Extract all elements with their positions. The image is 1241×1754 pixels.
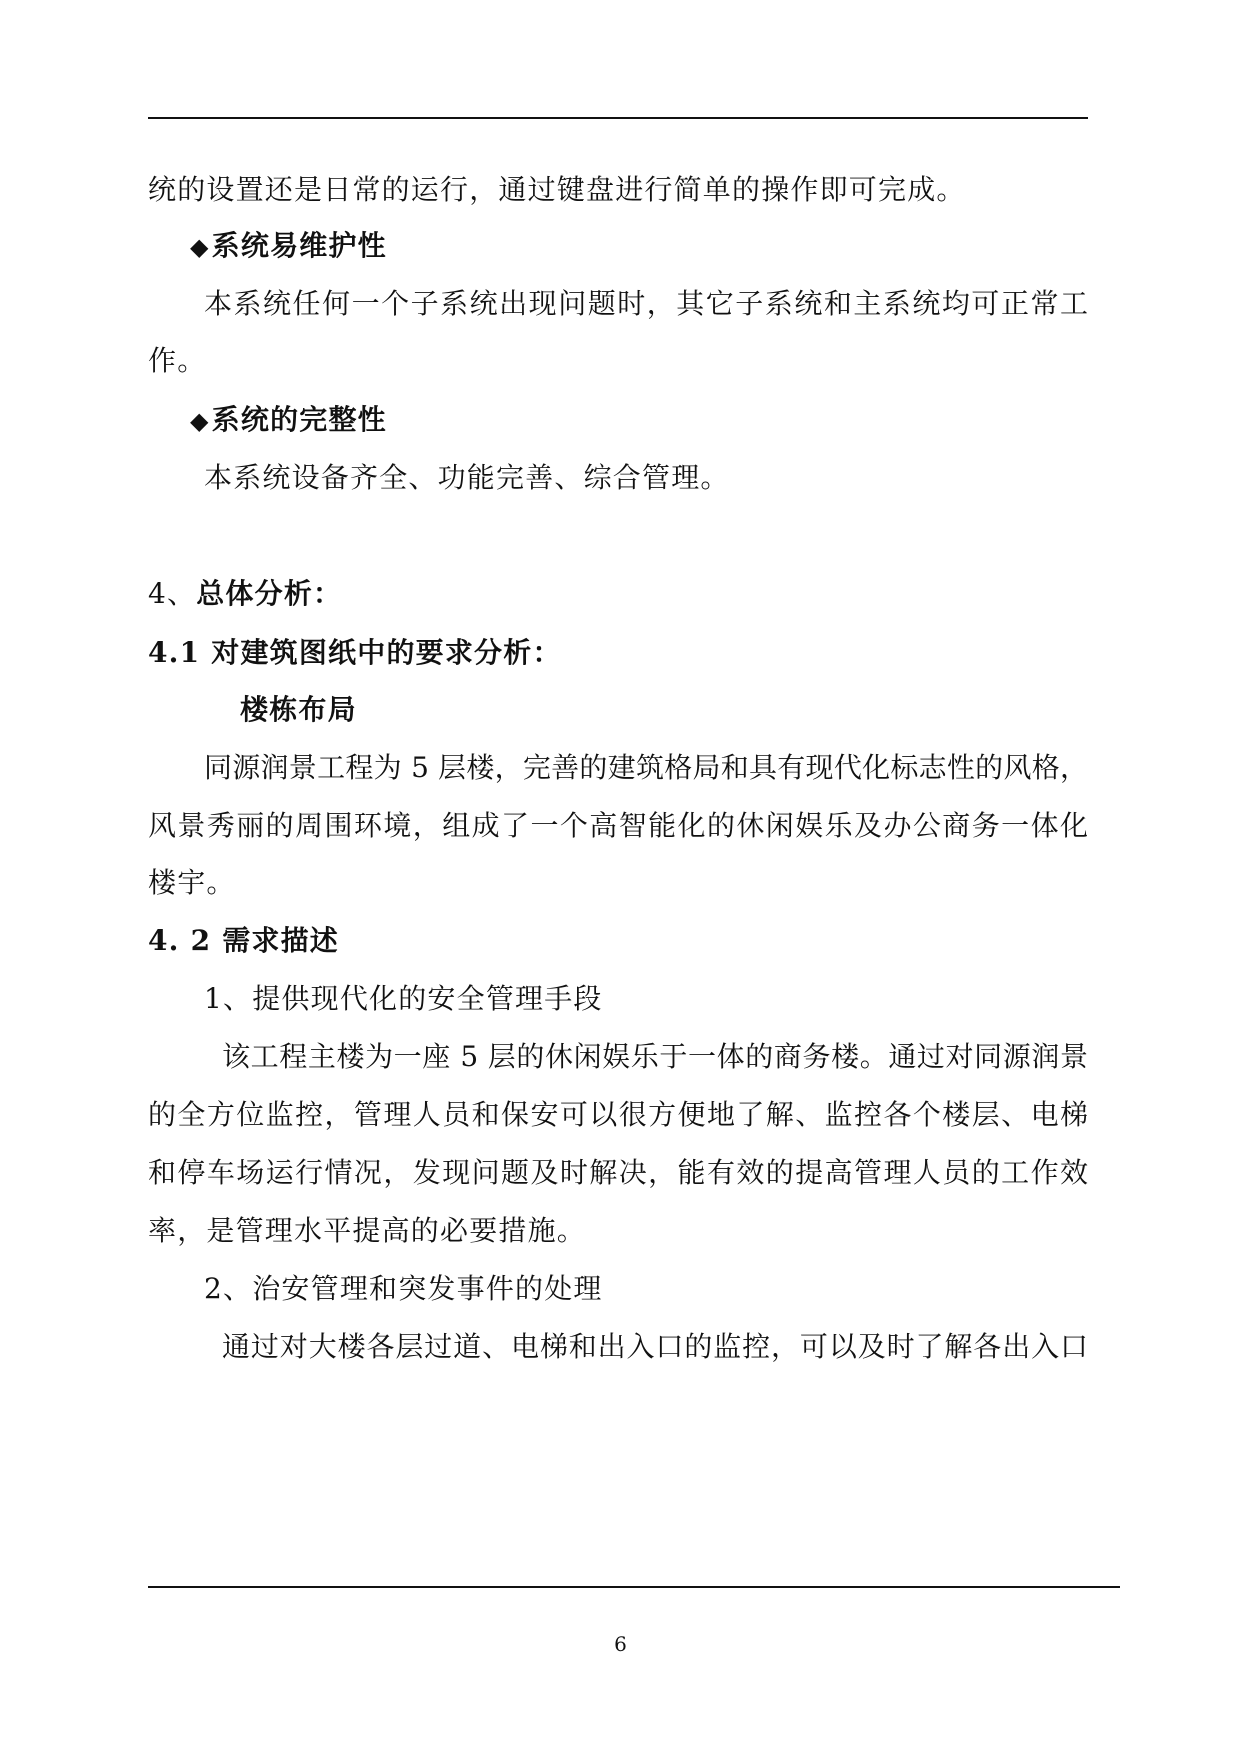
section-4-2-heading: 4. 2 需求描述 (148, 924, 340, 957)
paragraph-line: 同源润景工程为 5 层楼，完善的建筑格局和具有现代化标志性的风格， (204, 751, 1088, 784)
paragraph-line: 和停车场运行情况，发现问题及时解决，能有效的提高管理人员的工作效 (148, 1156, 1088, 1189)
paragraph-line: 的全方位监控，管理人员和保安可以很方便地了解、监控各个楼层、电梯 (148, 1098, 1088, 1131)
paragraph-line: 该工程主楼为一座 5 层的休闲娱乐于一体的商务楼。通过对同源润景 (222, 1040, 1088, 1073)
paragraph-line: 通过对大楼各层过道、电梯和出入口的监控，可以及时了解各出入口 (222, 1330, 1088, 1363)
paragraph-line: 本系统任何一个子系统出现问题时，其它子系统和主系统均可正常工 (204, 287, 1088, 320)
heading-maintainability-label: 系统易维护性 (211, 229, 387, 262)
heading-integrity (190, 404, 387, 437)
section-4-number: 4、 (148, 577, 197, 610)
paragraph-line: 统的设置还是日常的运行，通过键盘进行简单的操作即可完成。 (148, 173, 966, 206)
heading-integrity-label: 系统的完整性 (211, 403, 387, 436)
paragraph-line: 楼宇。 (148, 866, 236, 899)
paragraph-line: 作。 (148, 344, 207, 377)
building-layout-heading: 楼栋布局 (240, 693, 357, 726)
list-item-heading: 1、提供现代化的安全管理手段 (204, 982, 603, 1015)
diamond-bullet-icon: ◆ (190, 233, 210, 261)
section-4-heading (148, 578, 342, 610)
paragraph-line: 本系统设备齐全、功能完善、综合管理。 (204, 461, 730, 494)
diamond-bullet-icon: ◆ (190, 407, 210, 435)
paragraph-line: 风景秀丽的周围环境，组成了一个高智能化的休闲娱乐及办公商务一体化 (148, 809, 1088, 842)
heading-maintainability (190, 230, 387, 263)
list-item-heading: 2、治安管理和突发事件的处理 (204, 1272, 603, 1305)
section-4-1-heading: 4.1 对建筑图纸中的要求分析： (148, 636, 562, 669)
footer-rule (148, 1586, 1120, 1588)
paragraph-line: 率，是管理水平提高的必要措施。 (148, 1214, 587, 1247)
page-number: 6 (614, 1632, 627, 1656)
section-4-title: 总体分析： (196, 577, 343, 610)
header-rule (148, 117, 1088, 119)
